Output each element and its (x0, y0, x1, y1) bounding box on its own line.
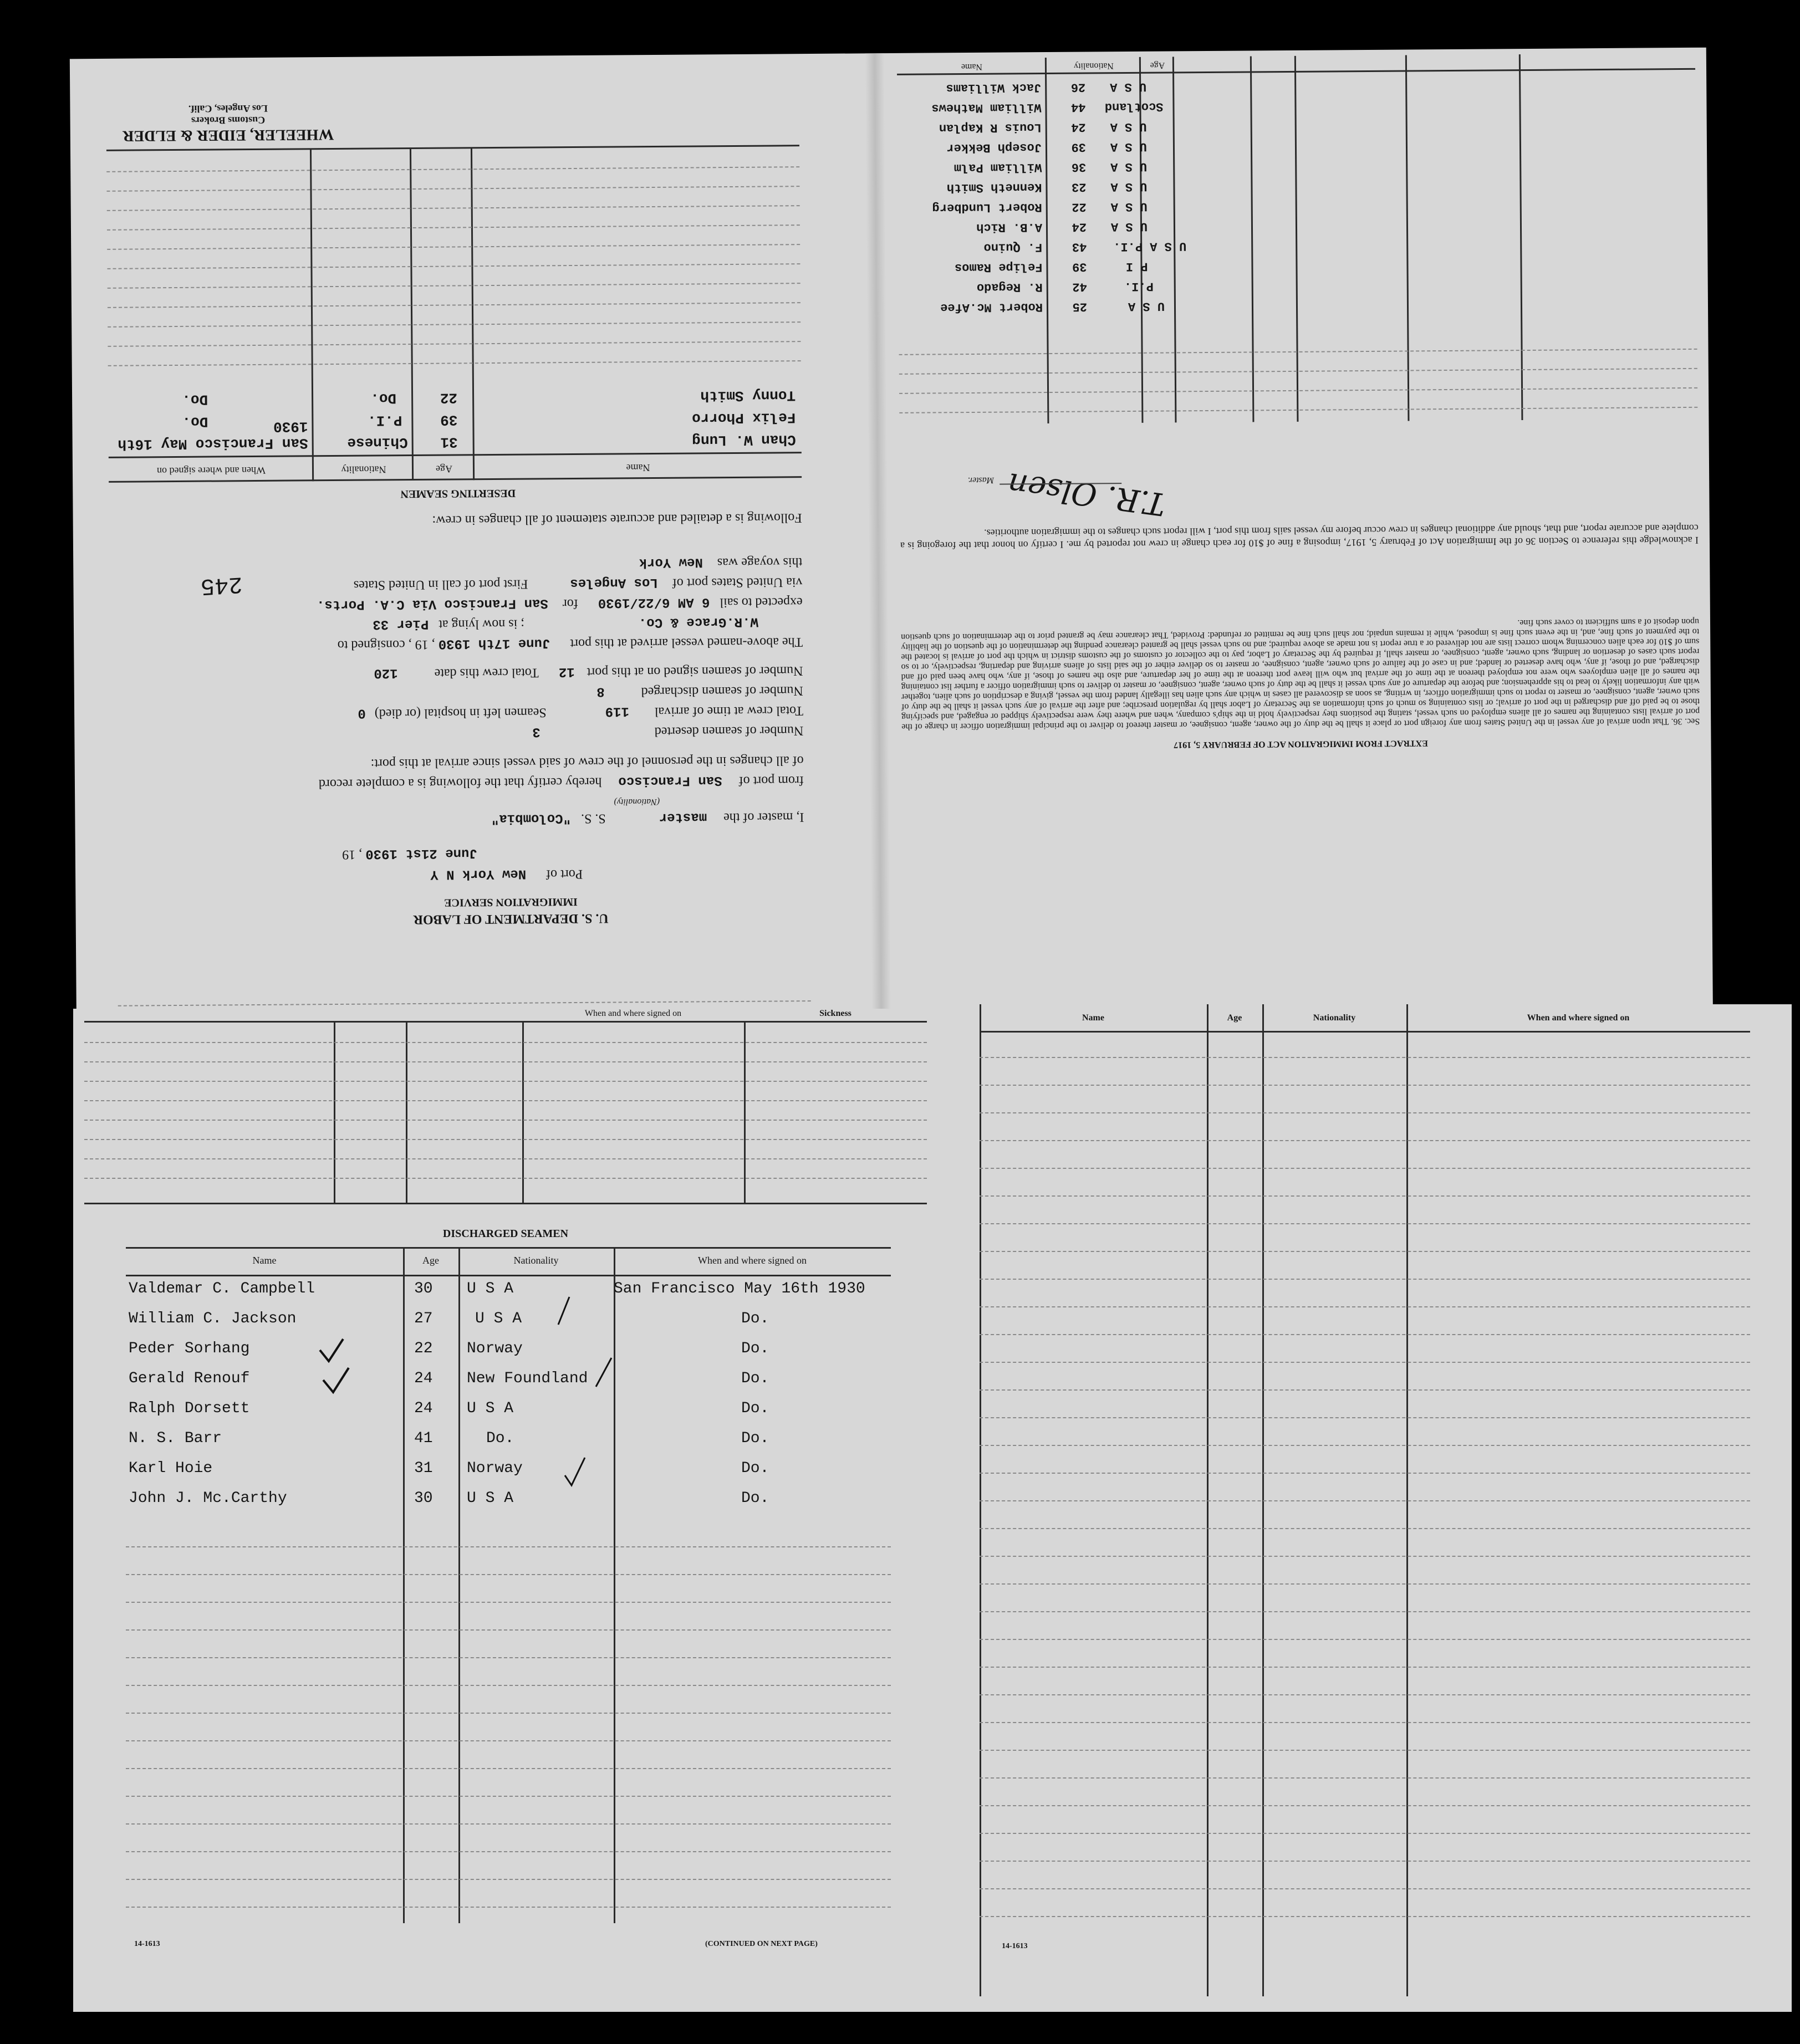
signed-name: A.B. Rich (976, 220, 1043, 234)
check-mark-icon (565, 1458, 585, 1485)
form-number: 14-1613 (1002, 1942, 1028, 1950)
signed-nationality: P.I. (1124, 279, 1154, 294)
seaman-signed-on: Do. (741, 1430, 769, 1447)
seaman-age: 27 (414, 1310, 433, 1327)
extract-title: EXTRACT FROM IMMIGRATION ACT OF FEBRUARY 5, 1917 (1174, 738, 1428, 750)
master-line-label: I, master of the (723, 810, 804, 825)
deserter-age: 22 (440, 389, 458, 406)
seaman-age: 31 (414, 1460, 433, 1477)
pier: Pier 33 (373, 616, 429, 632)
signed-on-table (897, 53, 1698, 425)
broker-stamp (106, 102, 350, 145)
deserter-name: Tonny Smith (700, 387, 796, 405)
seaman-name: John J. Mc.Carthy (129, 1490, 287, 1507)
extract-form (884, 48, 1713, 1040)
discharged-count: 8 (596, 683, 605, 699)
signed-name: Joseph Bekker (946, 140, 1042, 155)
col-nationality-header: Nationality (513, 1255, 559, 1266)
col-age-header: Age (1227, 1013, 1242, 1023)
col-nationality-header: Nationality (1073, 61, 1114, 71)
signed-name: R. Regado (976, 280, 1043, 294)
report-date: June 21st 1930 (365, 845, 477, 861)
deserter-nationality: P.I. (367, 412, 402, 429)
seaman-age: 41 (414, 1430, 433, 1447)
via-label: via United States port of (672, 575, 803, 590)
col-nationality-header: Nationality (1313, 1013, 1356, 1023)
consigned-label: , 19 , consigned to (337, 637, 435, 652)
deserter-signed-on: Do. (182, 391, 208, 408)
seaman-nationality: U S A (475, 1310, 522, 1327)
seaman-name: Valdemar C. Campbell (129, 1280, 315, 1297)
continued-note: (CONTINUED ON NEXT PAGE) (705, 1940, 818, 1948)
seaman-age: 30 (414, 1280, 433, 1297)
col-nationality-header: Nationality (341, 464, 386, 476)
discharged-line (116, 682, 803, 703)
total-crew-count: 120 (374, 665, 398, 681)
deserter-age: 39 (440, 411, 458, 428)
signed-age: 24 (1072, 219, 1087, 234)
signed-age: 36 (1071, 160, 1087, 174)
blank-table (980, 1004, 1750, 1996)
signed-age: 25 (1072, 299, 1088, 314)
port-line (117, 866, 583, 885)
signed-nationality: U S A P.I. (1113, 239, 1187, 254)
signed-on-label: Number of seamen signed on at this port (587, 663, 803, 679)
deserting-title: DESERTING SEAMEN (400, 487, 516, 500)
check-marks (126, 1247, 891, 1535)
master-line (116, 809, 804, 829)
seaman-nationality: U S A (467, 1280, 514, 1297)
signed-nationality: P I (1125, 259, 1148, 274)
year-suffix: , 19 (342, 847, 363, 862)
seaman-signed-on: Do. (741, 1400, 769, 1417)
consignee: W.R.Grace & Co. (638, 614, 759, 630)
expected-label: expected to sail (720, 595, 803, 610)
seaman-age: 24 (414, 1370, 433, 1387)
deserter-signed-on: San Francisco May 16th 1930 (118, 418, 308, 453)
col-when-header: When and where signed on (584, 1009, 682, 1018)
arrival-line (116, 702, 803, 723)
seaman-nationality: New Foundland (467, 1370, 588, 1387)
seaman-signed-on: Do. (741, 1370, 769, 1387)
tick-mark-icon (596, 1358, 611, 1387)
signed-on-line (115, 662, 803, 683)
vessel-name: "Colombia" (491, 810, 572, 826)
signed-on-count: 12 (558, 663, 575, 679)
seaman-age: 30 (414, 1490, 433, 1507)
signed-age: 26 (1070, 80, 1086, 94)
deserter-age: 31 (440, 433, 458, 451)
seaman-name: Ralph Dorsett (129, 1400, 250, 1417)
seaman-nationality: U S A (467, 1400, 514, 1417)
signed-nationality: U S A (1110, 119, 1147, 134)
discharged-title: DISCHARGED SEAMEN (442, 1228, 569, 1240)
seaman-signed-on: Do. (741, 1460, 769, 1477)
tick-mark-icon (558, 1297, 569, 1325)
first-port-label: First port of call in United States (353, 576, 528, 592)
master-label: Master. (967, 475, 995, 486)
col-when-header: When and where signed on (156, 464, 266, 477)
destination: San Francisco Via C.A. Ports. (317, 595, 548, 612)
seaman-age: 22 (414, 1340, 433, 1357)
deserter-nationality: Do. (370, 390, 397, 407)
broker-line-2: Los Angeles, Calif. (188, 103, 268, 115)
signed-name: William Mathews (931, 100, 1042, 115)
signed-nationality: U S A (1110, 199, 1148, 214)
signed-name: Louis R Kaplan (939, 120, 1042, 135)
sail-time: 6 AM 6/22/1930 (598, 594, 710, 610)
signed-name: F. Quino (983, 240, 1043, 254)
signed-nationality: U S A (1110, 139, 1148, 154)
hospital-label: Seamen left in hospital (or died) (374, 705, 547, 721)
signed-age: 23 (1071, 180, 1087, 194)
for-label: for (562, 596, 578, 611)
seaman-name: William C. Jackson (129, 1310, 297, 1327)
signed-nationality: U S A (1110, 159, 1148, 174)
lying-label: ; is now lying at (438, 616, 525, 632)
consignee-line (115, 614, 803, 634)
col-age-header: Age (422, 1255, 439, 1266)
signed-nationality: U S A (1110, 79, 1147, 94)
col-name-header: Name (626, 462, 650, 474)
nationality-hint: (Nationality) (614, 796, 660, 807)
seaman-name: Peder Sorhang (129, 1340, 250, 1357)
seaman-signed-on: Do. (741, 1340, 769, 1357)
signed-nationality: U S A (1110, 179, 1148, 194)
signed-age: 44 (1070, 100, 1086, 114)
broker-line-1: Customs Brokers (191, 114, 266, 126)
col-when-header: When and where signed on (698, 1255, 807, 1266)
handwritten-number: 245 (200, 570, 243, 600)
deserting-table (106, 90, 802, 483)
discharged-label: Number of seamen discharged (641, 683, 803, 699)
crew-change-form (70, 53, 872, 1045)
deserter-name: Felix Phorro (692, 409, 796, 427)
upper-sheet (70, 48, 1713, 1046)
service-title: IMMIGRATION SERVICE (444, 895, 578, 909)
seaman-name: Karl Hoie (129, 1460, 213, 1477)
col-age-header: Age (435, 463, 453, 475)
from-port-label: from port of (738, 773, 804, 788)
via-port: Los Angeles (570, 574, 658, 591)
seaman-name: Gerald Renouf (129, 1370, 250, 1387)
col-sickness-header: Sickness (819, 1009, 851, 1018)
department-title: U. S. DEPARTMENT OF LABOR (413, 911, 609, 927)
arrival-label: Total crew at time of arrival (654, 703, 804, 719)
form-number: 14-1613 (134, 1940, 160, 1948)
upper-partial-table (84, 1009, 927, 1208)
signed-name: William Palm (953, 160, 1042, 175)
deserter-name: Chan W. Lung (692, 431, 796, 449)
col-name-header: Name (961, 62, 983, 72)
port-label: Port of (546, 866, 583, 882)
port-value: New York N Y (430, 866, 527, 882)
total-crew-label: Total crew this date (434, 665, 539, 681)
broker-name: WHEELER, EIDER & ELDER (123, 126, 334, 145)
seaman-signed-on: San Francisco May 16th 1930 (614, 1280, 865, 1297)
acknowledge-text: I acknowledge this reference to Section 36 of the Immigration Act of February 5, 1917, imposing a fine of $10 for each change in crew not reported by me. I certify on honor that the foregoing is a complete and accurate report, and that, should any additional changes in crew occur before my vessel sails from this port, I will report such changes to the immigration authorities. (900, 522, 1699, 551)
discharged-page (73, 1009, 938, 2012)
signed-name: Robert Lundberg (932, 200, 1042, 215)
signed-age: 43 (1072, 239, 1087, 254)
voyage-line (115, 554, 802, 574)
arrival-crew: 119 (605, 703, 629, 719)
record-text-2: of all changes in the personnel of the crew of said vessel since arrival at this port: (370, 753, 804, 771)
seaman-nationality: Norway (467, 1460, 523, 1477)
ss-label: S. S. (580, 811, 606, 826)
deserter-nationality: Chinese (347, 434, 408, 451)
check-mark-icon (323, 1368, 349, 1392)
date-line (117, 845, 583, 863)
signed-age: 22 (1072, 200, 1087, 214)
deserted-label: Number of seamen deserted (654, 723, 804, 739)
deserted-count: 3 (532, 724, 540, 739)
voyage-label: this voyage was (717, 555, 803, 570)
extract-text: Sec. 36. That upon arrival of any vessel in the United States from any foreign port or place it shall be the duty of the owner, agent, consignee, or master thereof to deliver to the principal immigration officer in charge of the port of arrival lists containing the names of all aliens employed on such vessel, stating the positions they respectively hold in the ship's company, when and where they were respectively shipped or engaged, and specifying those to be paid off and discharged in the port of arrival; or lists containing so much of such information as the Secretary of Labor shall by regulation prescribe; and after the arrival of any such vessel it shall be the duty of such owner, agent, consignee, or master to report to such immigration officer, in writing, as soon as discovered all cases in which any such alien has illegally landed from the vessel, giving a description of such alien, together with any information likely to lead to his apprehension; and before the departure of any such vessel it shall be the duty of such owner, agent, consignee, or master to deliver to such immigration officer a further list containing the names of all alien employees who were not employed thereon at the time of the arrival but who will leave port thereon at the time of her departure, and also the names of those, if any, who have been paid off and discharged, and of those, if any, who have deserted or landed; and in case of the failure of such owner, agent, consignee, or master to so deliver either of the said lists of aliens arriving and departing, respectively, or to so report such cases of desertion or landing, such owner, agent, consignee, or master shall, if required by the Secretary of Labor, pay to the collector of customs of the customs district in which the port of arrival is located the sum of $10 for each alien concerning whom correct lists are not delivered or a true report is not made as above required; and no such vessel shall be granted clearance pending the determination of the question of the liability to the payment of such fine, and, in the event such fine is imposed, while it remains unpaid; nor shall such fine be remitted or refunded: Provided, That clearance may be granted prior to the determination of such question upon deposit of a sum sufficient to cover such fine. (901, 616, 1700, 732)
seaman-signed-on: Do. (741, 1490, 769, 1507)
from-port-value: San Francisco (618, 773, 722, 789)
signed-name: Robert Mc.Afee (940, 300, 1043, 315)
from-port-line (116, 772, 804, 793)
hospital-count: 0 (358, 705, 366, 720)
voyage-port: New York (639, 554, 703, 570)
seaman-nationality: U S A (467, 1490, 514, 1507)
signed-nationality: Scotland (1104, 99, 1164, 114)
seaman-name: N. S. Barr (129, 1430, 222, 1447)
signed-age: 42 (1072, 279, 1087, 294)
seaman-nationality: Do. (486, 1430, 514, 1447)
signed-name: Kenneth Smith (946, 180, 1042, 195)
signed-name: Felipe Ramos (954, 260, 1043, 275)
arrived-date: June 17th 1930 (438, 635, 550, 651)
signed-nationality: U S A (1110, 219, 1148, 234)
arrived-label: The above-named vessel arrived at this port (570, 635, 803, 651)
deserter-signed-on: Do. (182, 413, 208, 430)
col-age-header: Age (1150, 60, 1165, 70)
seaman-nationality: Norway (467, 1340, 523, 1357)
col-when-header: When and where signed on (1527, 1013, 1630, 1023)
col-name-header: Name (252, 1255, 277, 1266)
col-name-header: Name (1082, 1013, 1104, 1023)
signed-nationality: U S A (1128, 299, 1165, 314)
master-word: master (659, 809, 707, 825)
arrived-line (115, 633, 803, 654)
signed-name: Jack Williams (946, 80, 1042, 95)
seaman-age: 24 (414, 1400, 433, 1417)
check-mark-icon (320, 1339, 343, 1361)
master-signature: T.R. Olsen (1005, 465, 1168, 523)
signed-age: 39 (1072, 259, 1087, 274)
record-text-1: hereby certify that the following is a complete record (318, 774, 602, 791)
deserted-line (116, 722, 803, 743)
following-text: Following is a detailed and accurate statement of all changes in crew: (432, 510, 802, 528)
blank-continuation-page (938, 1004, 1792, 2012)
seaman-signed-on: Do. (741, 1310, 769, 1327)
signed-age: 24 (1071, 120, 1086, 134)
discharged-table (126, 1247, 891, 1923)
signed-age: 39 (1071, 140, 1087, 154)
